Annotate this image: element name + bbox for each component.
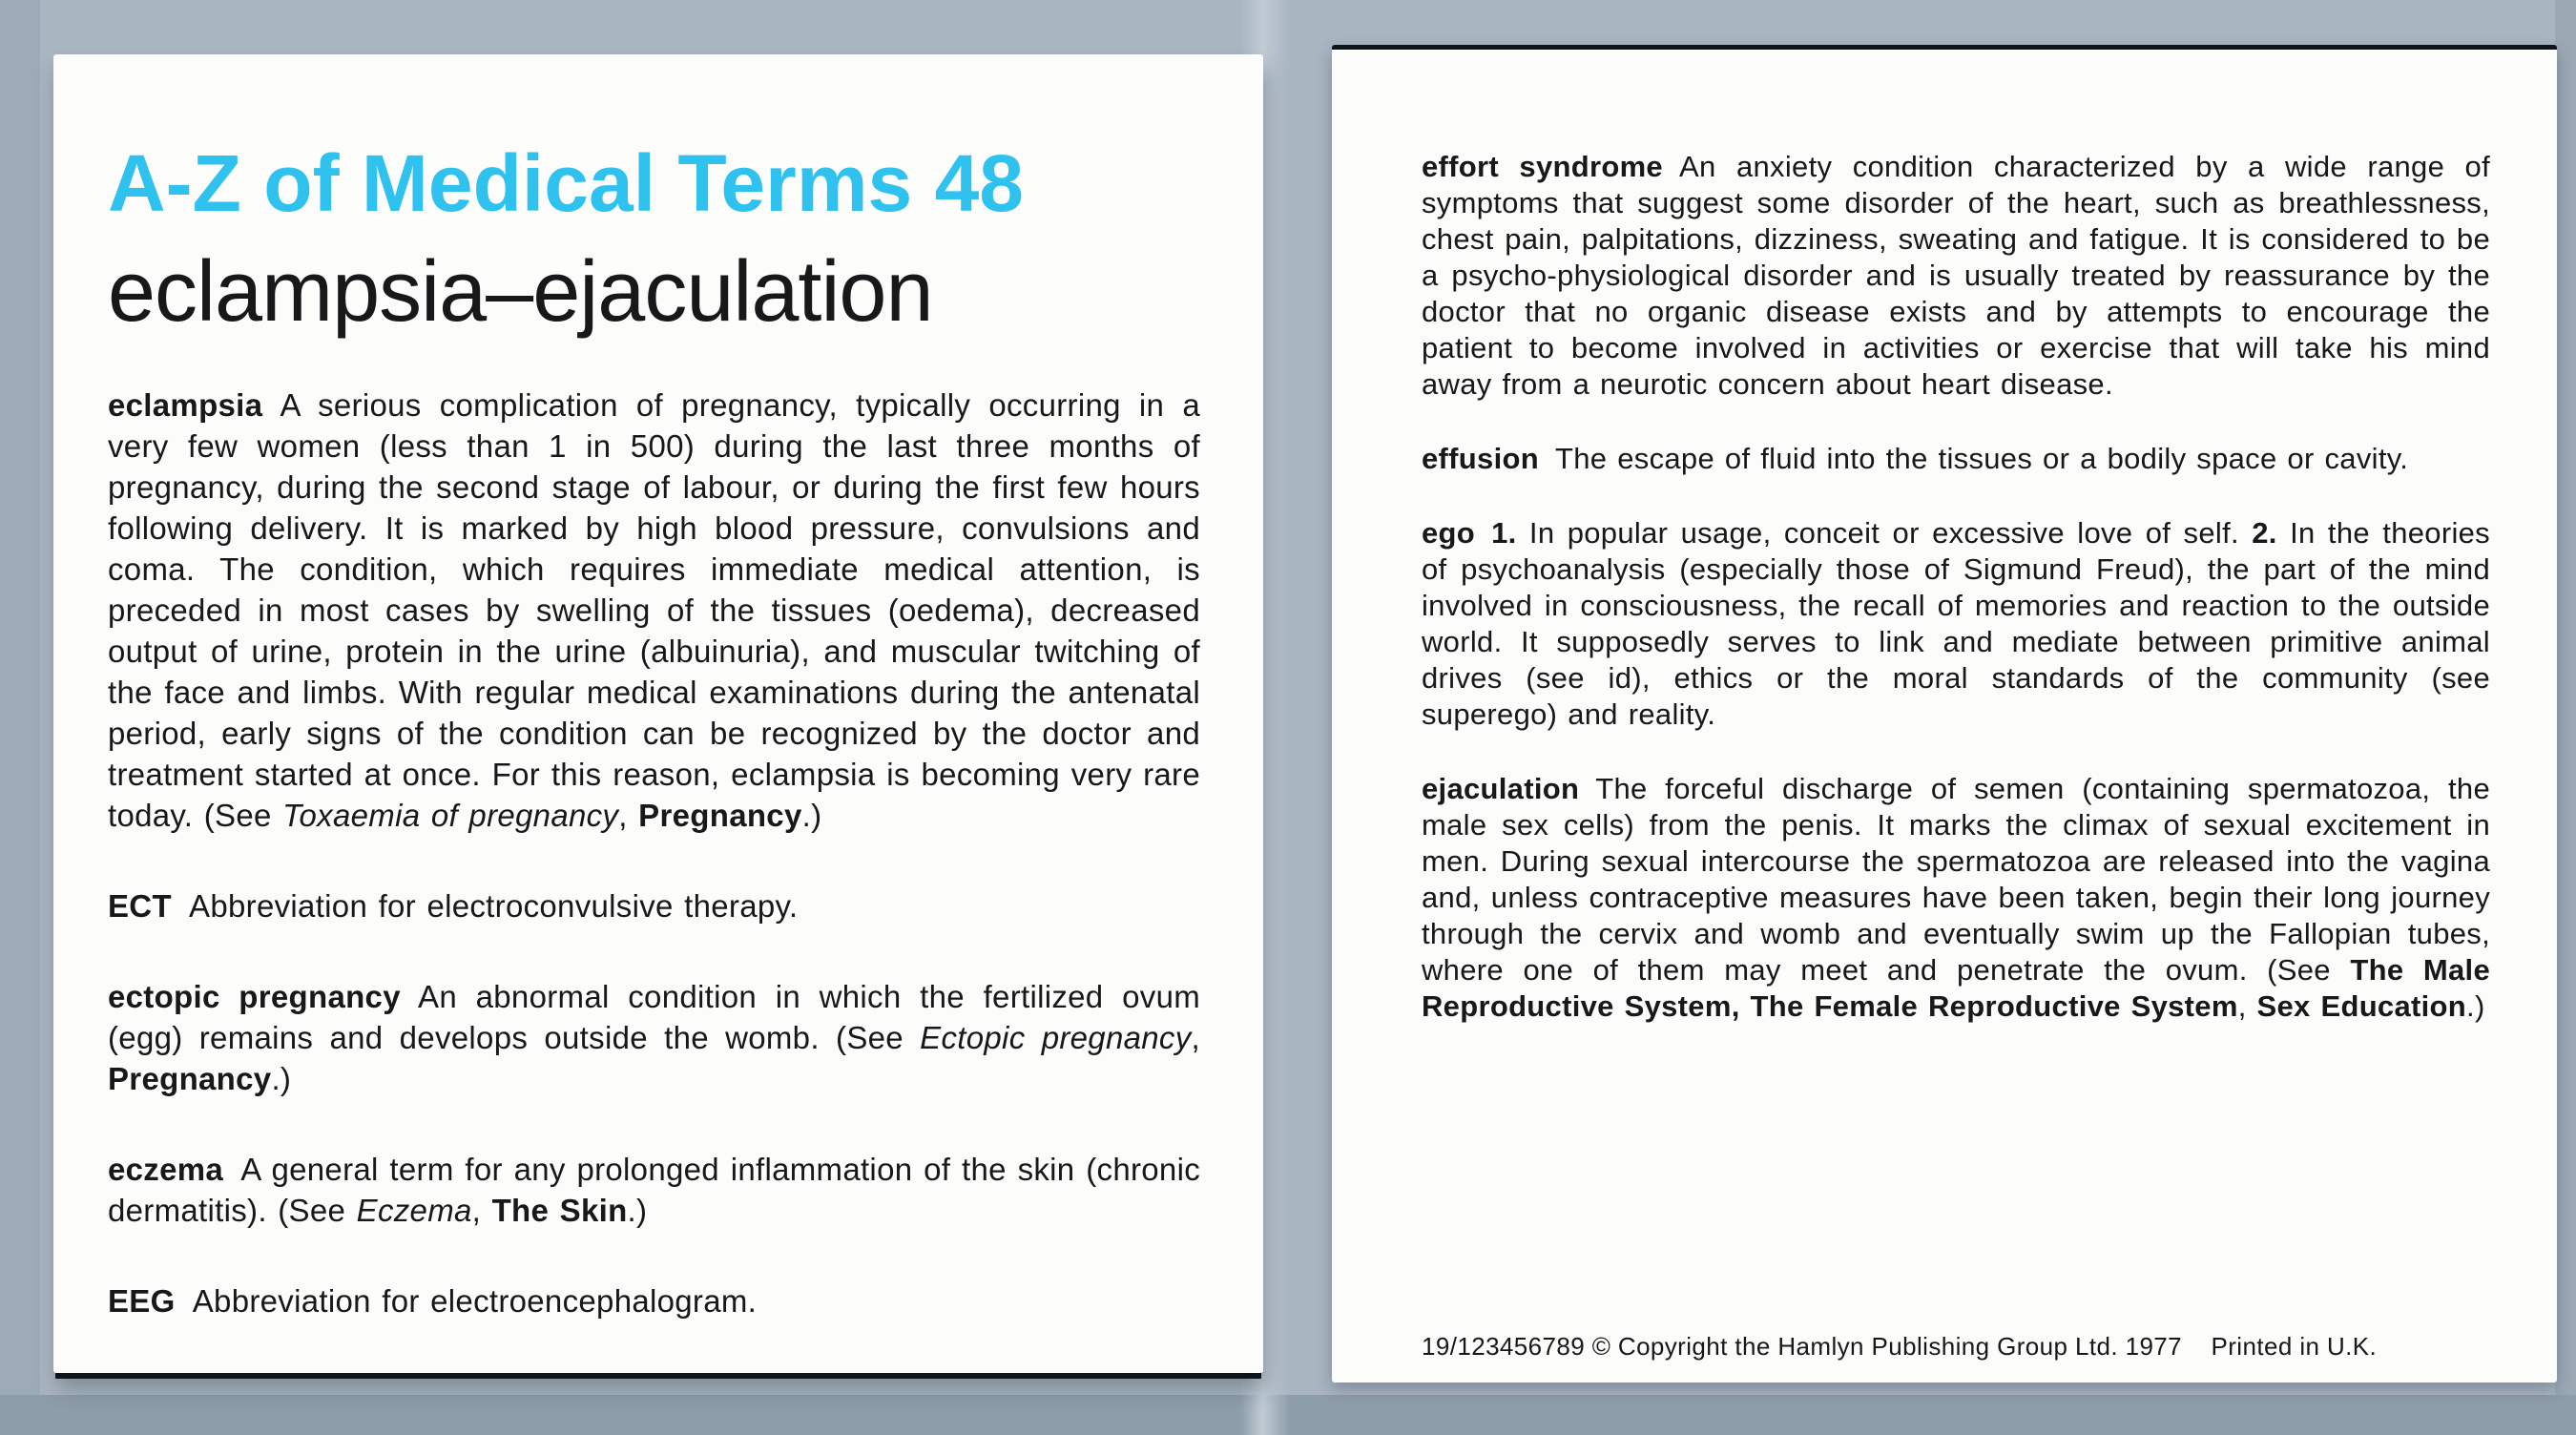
entry <box>108 1149 1200 1231</box>
entry-text: 2. <box>2252 516 2277 550</box>
entry-term: effusion <box>1422 442 1539 475</box>
entry-text: A serious complication of pregnancy, typically occurring in a very few women (less than 1 in 500) during the last three months of pregnancy, during the second stage of labour, or during the first few hours following delivery. It is marked by high blood pressure, convulsions and coma. The condition, which requires immediate medical attention, is preceded in most cases by swelling of the tissues (oedema), decreased output of urine, protein in the urine (albuinuria), and muscular twitching of the face and limbs. With regular medical examinations during the antenatal period, early signs of the condition can be recognized by the doctor and treatment started at once. For this reason, eclampsia is becoming very rare today. (See <box>108 387 1200 834</box>
entry-text: The Skin <box>491 1193 628 1229</box>
series-title: A-Z of Medical Terms 48 <box>108 138 1025 228</box>
entry-term: ego <box>1422 516 1476 550</box>
entry <box>1422 515 2490 733</box>
entry-text: Abbreviation for electroconvulsive therapy. <box>189 888 799 925</box>
entry-text: , <box>471 1193 492 1229</box>
entry-text: Eczema <box>356 1193 472 1229</box>
entry <box>1422 771 2490 1025</box>
right-card-entries <box>1422 149 2490 1025</box>
entry <box>1422 149 2490 403</box>
entry-term: effort syndrome <box>1422 150 1663 183</box>
entry <box>1422 441 2490 477</box>
entry-term: ECT <box>108 888 172 925</box>
entry-text: , <box>618 798 639 834</box>
entry-term: eclampsia <box>108 387 263 424</box>
entry-text: In the theories of psychoanalysis (especially those of Sigmund Freud), the part of the mind involved in consciousness, the recall of memories and reaction to the outside world. It supposedly serves to link and mediate between primitive animal drives (see id), ethics or the moral standards of the community (see superego) and reality. <box>1422 516 2490 731</box>
entry-text: An abnormal condition in which the fertilized ovum (egg) remains and develops outside the womb. (See <box>108 979 1201 1056</box>
entry-term: ectopic pregnancy <box>108 979 401 1015</box>
entry-text: , <box>2237 989 2257 1023</box>
entry-text: .) <box>801 798 822 834</box>
entry-term: EEG <box>108 1283 176 1320</box>
entry-text: .) <box>627 1193 648 1229</box>
entry <box>108 885 1200 926</box>
entry <box>108 1280 1200 1321</box>
scan-edge-band-left <box>0 0 40 1435</box>
entry <box>108 976 1200 1099</box>
left-card-entries <box>108 385 1200 1321</box>
entry-term: eczema <box>108 1152 224 1188</box>
entry-text: Abbreviation for electroencephalogram. <box>192 1283 758 1320</box>
entry-text: .) <box>2466 989 2485 1023</box>
entry-text: The Male Reproductive System, The Female Reproductive System <box>1422 953 2491 1023</box>
card-footer: 19/123456789 © Copyright the Hamlyn Publishing Group Ltd. 1977 Printed in U.K. <box>1422 1332 2378 1361</box>
entry-text: Sex Education <box>2256 989 2467 1023</box>
scan-edge-band-right <box>2555 0 2576 1435</box>
entry-text: The escape of fluid into the tissues or a bodily space or cavity. <box>1555 442 2409 475</box>
entry-text: .) <box>271 1061 292 1097</box>
entry-text: Pregnancy <box>108 1061 272 1097</box>
entry-text: An anxiety condition characterized by a wide range of symptoms that suggest some disorder of the heart, such as breathlessness, chest pain, palpitations, dizziness, sweating and fatigue. It is considered to be a psycho-physiological disorder and is usually treated by reassurance by the doctor that no organic disease exists and by attempts to encourage the patient to become involved in activities or exercise that will take his mind away from a neurotic concern about heart disease. <box>1422 150 2491 401</box>
right-card <box>1332 45 2557 1383</box>
range-title: eclampsia–ejaculation <box>108 244 933 341</box>
entry-text: Pregnancy <box>638 798 802 834</box>
entry-text: 1. <box>1491 516 1517 550</box>
entry-text: Toxaemia of pregnancy <box>282 798 619 834</box>
entry <box>108 385 1200 836</box>
left-card <box>53 54 1263 1373</box>
entry-text: In popular usage, conceit or excessive love of self. <box>1516 516 2253 550</box>
entry-text: A general term for any prolonged inflammation of the skin (chronic dermatitis). (See <box>108 1152 1200 1229</box>
entry-text: The forceful discharge of semen (containing spermatozoa, the male sex cells) from the penis. It marks the climax of sexual excitement in men. During sexual intercourse the spermatozoa are released into the vagina and, unless contraceptive measures have been taken, begin their long journey through the cervix and womb and eventually swim up the Fallopian tubes, where one of them may meet and penetrate the ovum. (See <box>1422 772 2490 987</box>
entry-text: Ectopic pregnancy <box>920 1020 1192 1056</box>
entry-term: ejaculation <box>1422 772 1580 805</box>
entry-text: , <box>1191 1020 1200 1056</box>
